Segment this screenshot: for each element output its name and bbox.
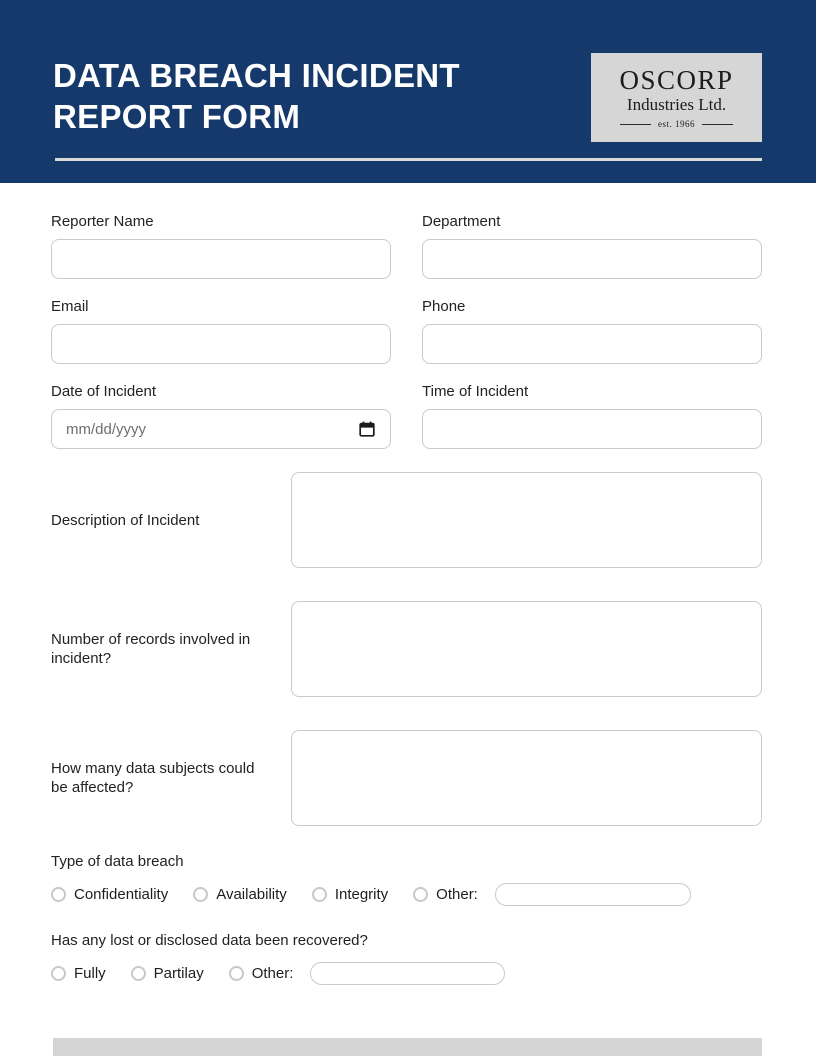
department-label: Department [422,213,501,230]
recovered-other-label: Other: [251,965,294,982]
confidentiality-label: Confidentiality [74,886,169,903]
radio-option-integrity[interactable] [312,886,388,903]
email-input[interactable] [51,324,391,364]
integrity-label: Integrity [334,886,389,903]
recovered-other-input[interactable] [310,962,505,985]
row-subjects-affected [51,730,762,826]
time-of-incident-input[interactable] [422,409,762,449]
radio-option-breach-other[interactable] [413,883,691,906]
breach-type-options [51,883,762,906]
radio-group-data-recovered [51,930,762,985]
next-section-bar [53,1038,762,1056]
description-of-incident-textarea[interactable] [291,472,762,568]
fully-label: Fully [74,965,106,982]
description-of-incident-label: Description of Incident [51,511,200,529]
row-records-involved [51,601,762,697]
data-recovered-options [51,962,762,985]
radio-option-availability[interactable] [193,886,287,903]
breach-other-input[interactable] [495,883,691,906]
radio-group-breach-type [51,851,762,906]
field-grid [51,211,762,466]
time-of-incident-label: Time of Incident [422,383,529,400]
integrity-radio[interactable] [312,887,327,902]
partilay-radio[interactable] [131,966,146,981]
header-divider [55,158,762,161]
field-email [51,296,391,364]
logo-established-text: est. 1966 [658,119,695,129]
logo-company-name: OSCORP [619,65,734,95]
logo-subtitle: Industries Ltd. [626,95,727,114]
email-label: Email [51,298,89,315]
field-date-of-incident [51,381,391,449]
department-input[interactable] [422,239,762,279]
field-reporter-name [51,211,391,279]
radio-option-confidentiality[interactable] [51,886,168,903]
form-header [0,0,816,183]
field-department [422,211,762,279]
reporter-name-label: Reporter Name [51,213,154,230]
partilay-label: Partilay [153,965,204,982]
recovered-other-radio[interactable] [229,966,244,981]
textarea-section [51,472,762,826]
field-time-of-incident [422,381,762,449]
date-of-incident-input[interactable] [51,409,391,449]
logo-rule-right-icon [702,124,733,125]
page-title [53,55,460,137]
subjects-affected-label: How many data subjects could be affected? [51,760,255,796]
phone-label: Phone [422,298,466,315]
records-involved-label: Number of records involved in incident? [51,631,251,667]
data-recovered-label: Has any lost or disclosed data been recovered? [51,932,368,949]
company-logo [591,53,762,142]
page-title-line-1: DATA BREACH INCIDENT [53,57,460,94]
phone-input[interactable] [422,324,762,364]
records-involved-textarea[interactable] [291,601,762,697]
logo-established [620,119,733,129]
radio-option-partilay[interactable] [131,965,204,982]
availability-label: Availability [216,886,287,903]
breach-other-label: Other: [436,886,478,903]
radio-option-recovered-other[interactable] [229,962,506,985]
field-phone [422,296,762,364]
fully-radio[interactable] [51,966,66,981]
row-description-of-incident [51,472,762,568]
confidentiality-radio[interactable] [51,887,66,902]
radio-option-fully[interactable] [51,965,106,982]
availability-radio[interactable] [193,887,208,902]
logo-rule-left-icon [620,124,651,125]
reporter-name-input[interactable] [51,239,391,279]
breach-type-label: Type of data breach [51,853,184,870]
breach-other-radio[interactable] [413,887,428,902]
date-of-incident-label: Date of Incident [51,383,157,400]
subjects-affected-textarea[interactable] [291,730,762,826]
page-title-line-2: REPORT FORM [53,98,301,135]
